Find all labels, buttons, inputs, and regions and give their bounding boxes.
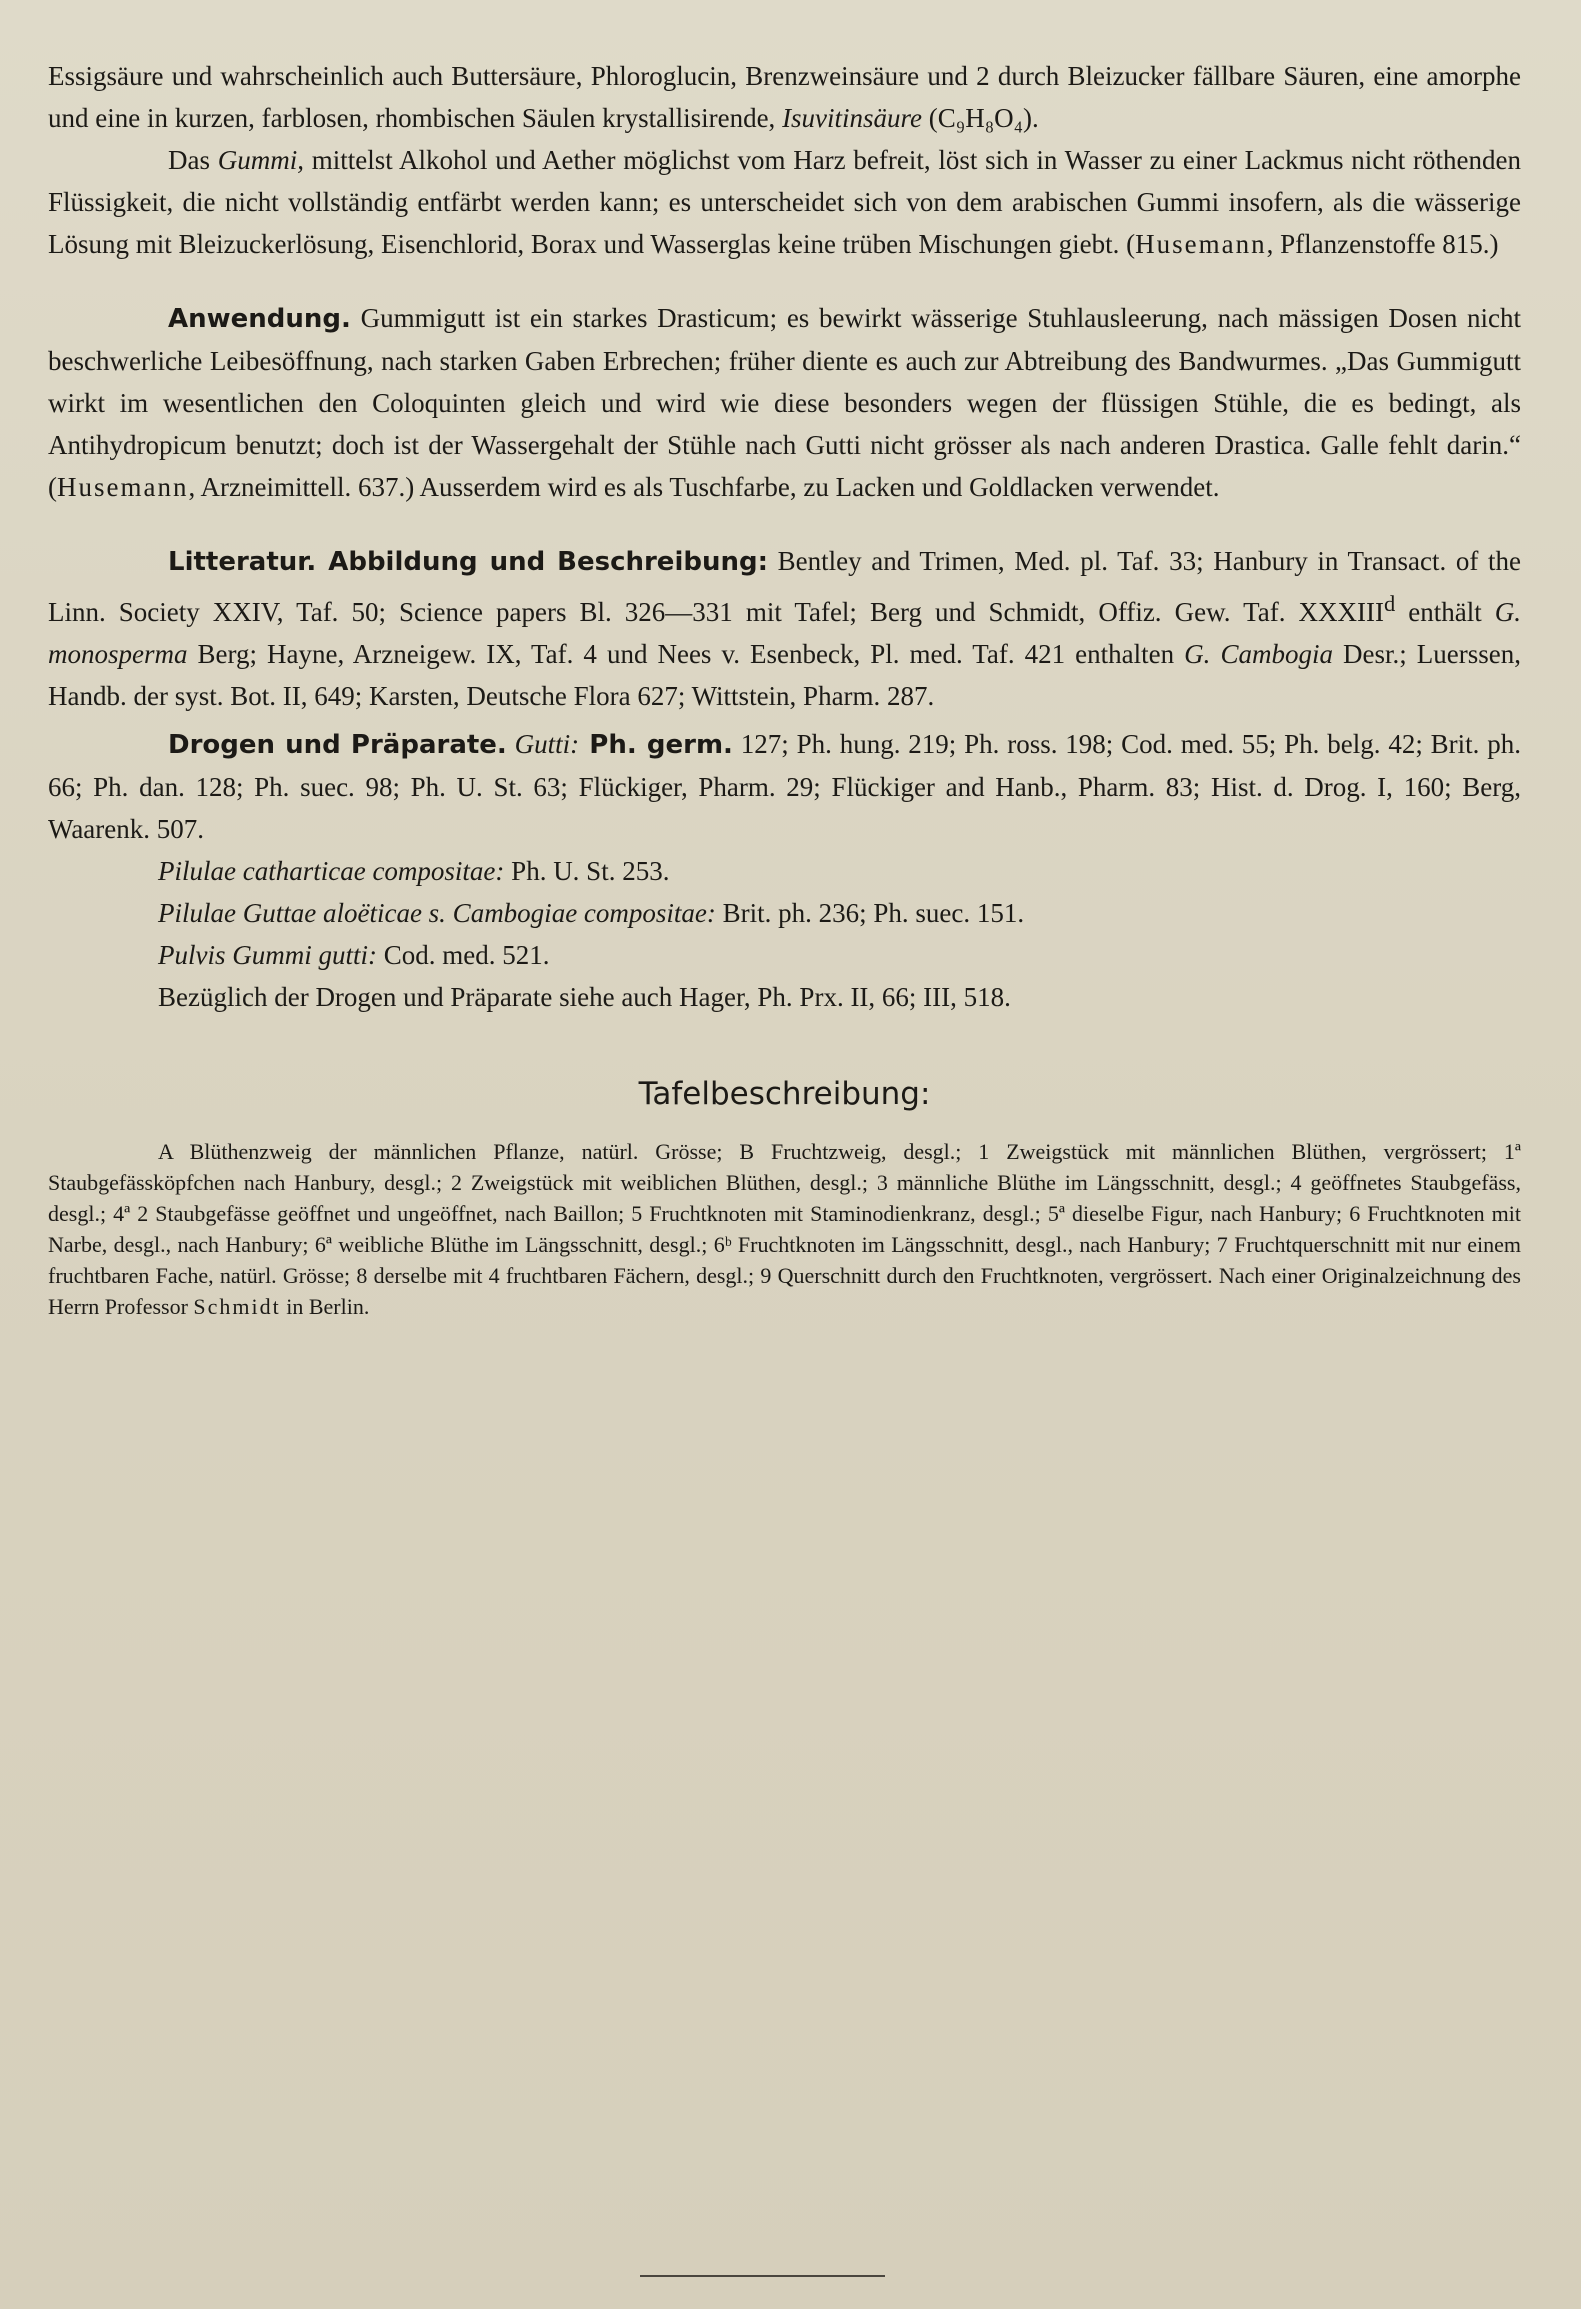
- isuvitinsaeure-term: Isuvitinsäure: [782, 103, 923, 133]
- litteratur-label: Litteratur. Abbildung und Beschreibung:: [168, 547, 768, 577]
- preparation-note: Bezüglich der Drogen und Präparate siehe auch Hager, Ph. Prx. II, 66; III, 518.: [158, 982, 1011, 1012]
- author-husemann: Husemann: [1135, 229, 1267, 259]
- closing-rule: [640, 2275, 885, 2277]
- paragraph-anwendung: Anwendung. Gummigutt ist ein starkes Drasticum; es bewirkt wässerige Stuhlausleerung, nach mässigen Dosen nicht beschwerliche Leibesöffnung, nach starken Gaben Erbrechen; früher diente es auch zur Abtreibung des Bandwurmes. „Das Gummigutt wirkt im wesentlichen den Coloquinten gleich und wird wie diese besonders wegen der flüssigen Stühle, die es bedingt, als Antihydropicum benutzt; doch ist der Wassergehalt der Stühle nach Gutti nicht grösser als nach anderen Drastica. Galle fehlt darin.“ (Husemann, Arzneimittell. 637.) Ausserdem wird es als Tuschfarbe, zu Lacken und Goldlacken verwendet.: [48, 303, 1521, 502]
- preparation-line: Pilulae catharticae compositae: Ph. U. St. 253.: [158, 856, 670, 886]
- paragraph-drogen: Drogen und Präparate. Gutti: Ph. germ. 127; Ph. hung. 219; Ph. ross. 198; Cod. med. 55; Ph. belg. 42; Brit. ph. 66; Ph. dan. 128; Ph. suec. 98; Ph. U. St. 63; Flückiger, Pharm. 29; Flückiger and Hanb., Pharm. 83; Hist. d. Drog. I, 160; Berg, Waarenk. 507.: [48, 729, 1521, 844]
- preparation-line: Pulvis Gummi gutti: Cod. med. 521.: [158, 940, 550, 970]
- plate-description-heading: Tafelbeschreibung:: [638, 1076, 931, 1112]
- paragraph-acids: Essigsäure und wahrscheinlich auch Buttersäure, Phloroglucin, Brenzweinsäure und 2 durch Bleizucker fällbare Säuren, eine amorphe und eine in kurzen, farblosen, rhombischen Säulen krystallisirende, Isuvitinsäure (C₉H₈O₄).: [48, 61, 1521, 133]
- gummi-term: Gummi,: [217, 145, 304, 175]
- plate-description-text: A Blüthenzweig der männlichen Pflanze, natürl. Grösse; B Fruchtzweig, desgl.; 1 Zweigstück mit männlichen Blüthen, vergrössert; 1ª Staubgefässköpfchen nach Hanbury, desgl.; 2 Zweigstück mit weiblichen Blüthen, desgl.; 3 männliche Blüthe im Längsschnitt, desgl.; 4 geöffnetes Staubgefäss, desgl.; 4ª 2 Staubgefässe geöffnet und ungeöffnet, nach Baillon; 5 Fruchtknoten mit Staminodienkranz, desgl.; 5ª dieselbe Figur, nach Hanbury; 6 Fruchtknoten mit Narbe, desgl., nach Hanbury; 6ª weibliche Blüthe im Längsschnitt, desgl.; 6ᵇ Fruchtknoten im Längsschnitt, desgl., nach Hanbury; 7 Fruchtquerschnitt mit nur einem fruchtbaren Fache, natürl. Grösse; 8 derselbe mit 4 fruchtbaren Fächern, desgl.; 9 Querschnitt durch den Fruchtknoten, vergrössert. Nach einer Originalzeichnung des Herrn Professor Schmidt in Berlin.: [48, 1139, 1521, 1319]
- anwendung-label: Anwendung.: [168, 304, 351, 334]
- author-husemann: Husemann: [57, 472, 189, 502]
- preparation-line: Pilulae Guttae aloëticae s. Cambogiae compositae: Brit. ph. 236; Ph. suec. 151.: [158, 898, 1025, 928]
- author-schmidt: Schmidt: [193, 1294, 281, 1319]
- paragraph-litteratur: Litteratur. Abbildung und Beschreibung: Bentley and Trimen, Med. pl. Taf. 33; Hanbury in Transact. of the Linn. Society XXIV, Taf. 50; Science papers Bl. 326—331 mit Tafel; Berg und Schmidt, Offiz. Gew. Taf. XXXIII$^d$ enthält G. monosperma Berg; Hayne, Arzneigew. IX, Taf. 4 und Nees v. Esenbeck, Pl. med. Taf. 421 enthalten G. Cambogia Desr.; Luerssen, Handb. der syst. Bot. II, 649; Karsten, Deutsche Flora 627; Wittstein, Pharm. 287.: [48, 546, 1521, 711]
- drogen-label: Drogen und Präparate.: [168, 730, 507, 760]
- paragraph-gummi: Das Gummi, mittelst Alkohol und Aether möglichst vom Harz befreit, löst sich in Wasser zu einer Lackmus nicht röthenden Flüssigkeit, die nicht vollständig entfärbt werden kann; es unterscheidet sich von dem arabischen Gummi insofern, als die wässerige Lösung mit Bleizuckerlösung, Eisenchlorid, Borax und Wasserglas keine trüben Mischungen giebt. (Husemann, Pflanzenstoffe 815.): [48, 145, 1521, 259]
